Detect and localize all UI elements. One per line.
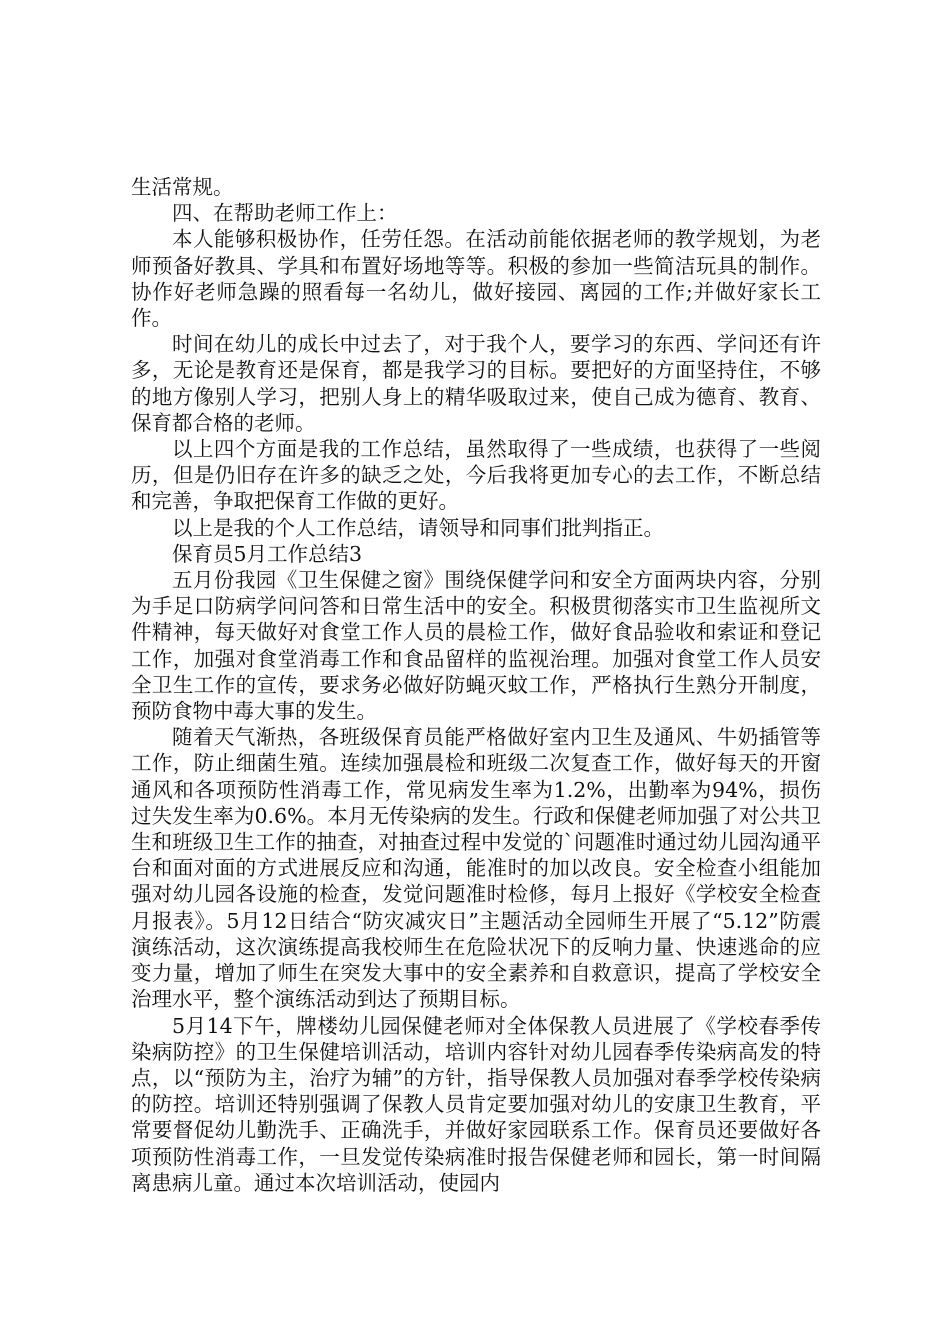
paragraph-3: 本人能够积极协作，任劳任怨。在活动前能依据老师的教学规划，为老师预备好教具、学具和布置好场地等等。积极的参加一些简洁玩具的制作。协作好老师急躁的照看每一名幼儿，做好接园、离园的工作;并做好家长工作。 (131, 227, 821, 331)
paragraph-6: 以上是我的个人工作总结，请领导和同事们批判指正。 (172, 515, 664, 540)
document-body (131, 174, 821, 1196)
paragraph-4: 时间在幼儿的成长中过去了，对于我个人，要学习的东西、学问还有许多，无论是教育还是保育，都是我学习的目标。要把好的方面坚持住，不够的地方像别人学习，把别人身上的精华吸取过来，使自己成为德育、教育、保育都合格的老师。 (131, 332, 821, 435)
section-heading-4: 四、在帮助老师工作上： (172, 201, 398, 226)
paragraph-1: 生活常规。 (131, 175, 234, 199)
paragraph-8: 五月份我园《卫生保健之窗》围绕保健学问和安全方面两块内容，分别为手足口防病学问问答和日常生活中的安全。积极贯彻落实市卫生监视所文件精神，每天做好对食堂工作人员的晨检工作，做好食品验收和索证和登记工作，加强对食堂消毒工作和食品留样的监视治理。加强对食堂工作人员安全卫生工作的宣传，要求务必做好防蝇灭蚊工作，严格执行生熟分开制度，预防食物中毒大事的发生。 (131, 568, 821, 724)
paragraph-9: 随着天气渐热，各班级保育员能严格做好室内卫生及通风、牛奶插管等工作，防止细菌生殖。连续加强晨检和班级二次复查工作，做好每天的开窗通风和各项预防性消毒工作，常见病发生率为1.2%，出勤率为94%，损伤过失发生率为0.6%。本月无传染病的发生。行政和保健老师加强了对公共卫生和班级卫生工作的抽查，对抽查过程中发觉的`问题准时通过幼儿园沟通平台和面对面的方式进展反应和沟通，能准时的加以改良。安全检查小组能加强对幼儿园各设施的检查，发觉问题准时检修，每月上报好《学校安全检查月报表》。5月12日结合“防灾减灾日”主题活动全园师生开展了“5.12”防震演练活动，这次演练提高我校师生在危险状况下的反响力量、快速逃命的应变力量，增加了师生在突发大事中的安全素养和自救意识，提高了学校安全治理水平，整个演练活动到达了预期目标。 (131, 725, 821, 1012)
document-subtitle: 保育员5月工作总结3 (172, 541, 363, 566)
paragraph-10: 5月14下午，牌楼幼儿园保健老师对全体保教人员进展了《学校春季传染病防控》的卫生保健培训活动，培训内容针对幼儿园春季传染病高发的特点，以“预防为主，治疗为辅”的方针，指导保教人员加强对春季学校传染病的防控。培训还特别强调了保教人员肯定要加强对幼儿的安康卫生教育，平常要督促幼儿勤洗手、正确洗手，并做好家园联系工作。保育员还要做好各项预防性消毒工作，一旦发觉传染病准时报告保健老师和园长，第一时间隔离患病儿童。通过本次培训活动，使园内 (131, 1013, 821, 1195)
paragraph-5: 以上四个方面是我的工作总结，虽然取得了一些成绩，也获得了一些阅历，但是仍旧存在许多的缺乏之处，今后我将更加专心的去工作，不断总结和完善，争取把保育工作做的更好。 (131, 437, 821, 514)
